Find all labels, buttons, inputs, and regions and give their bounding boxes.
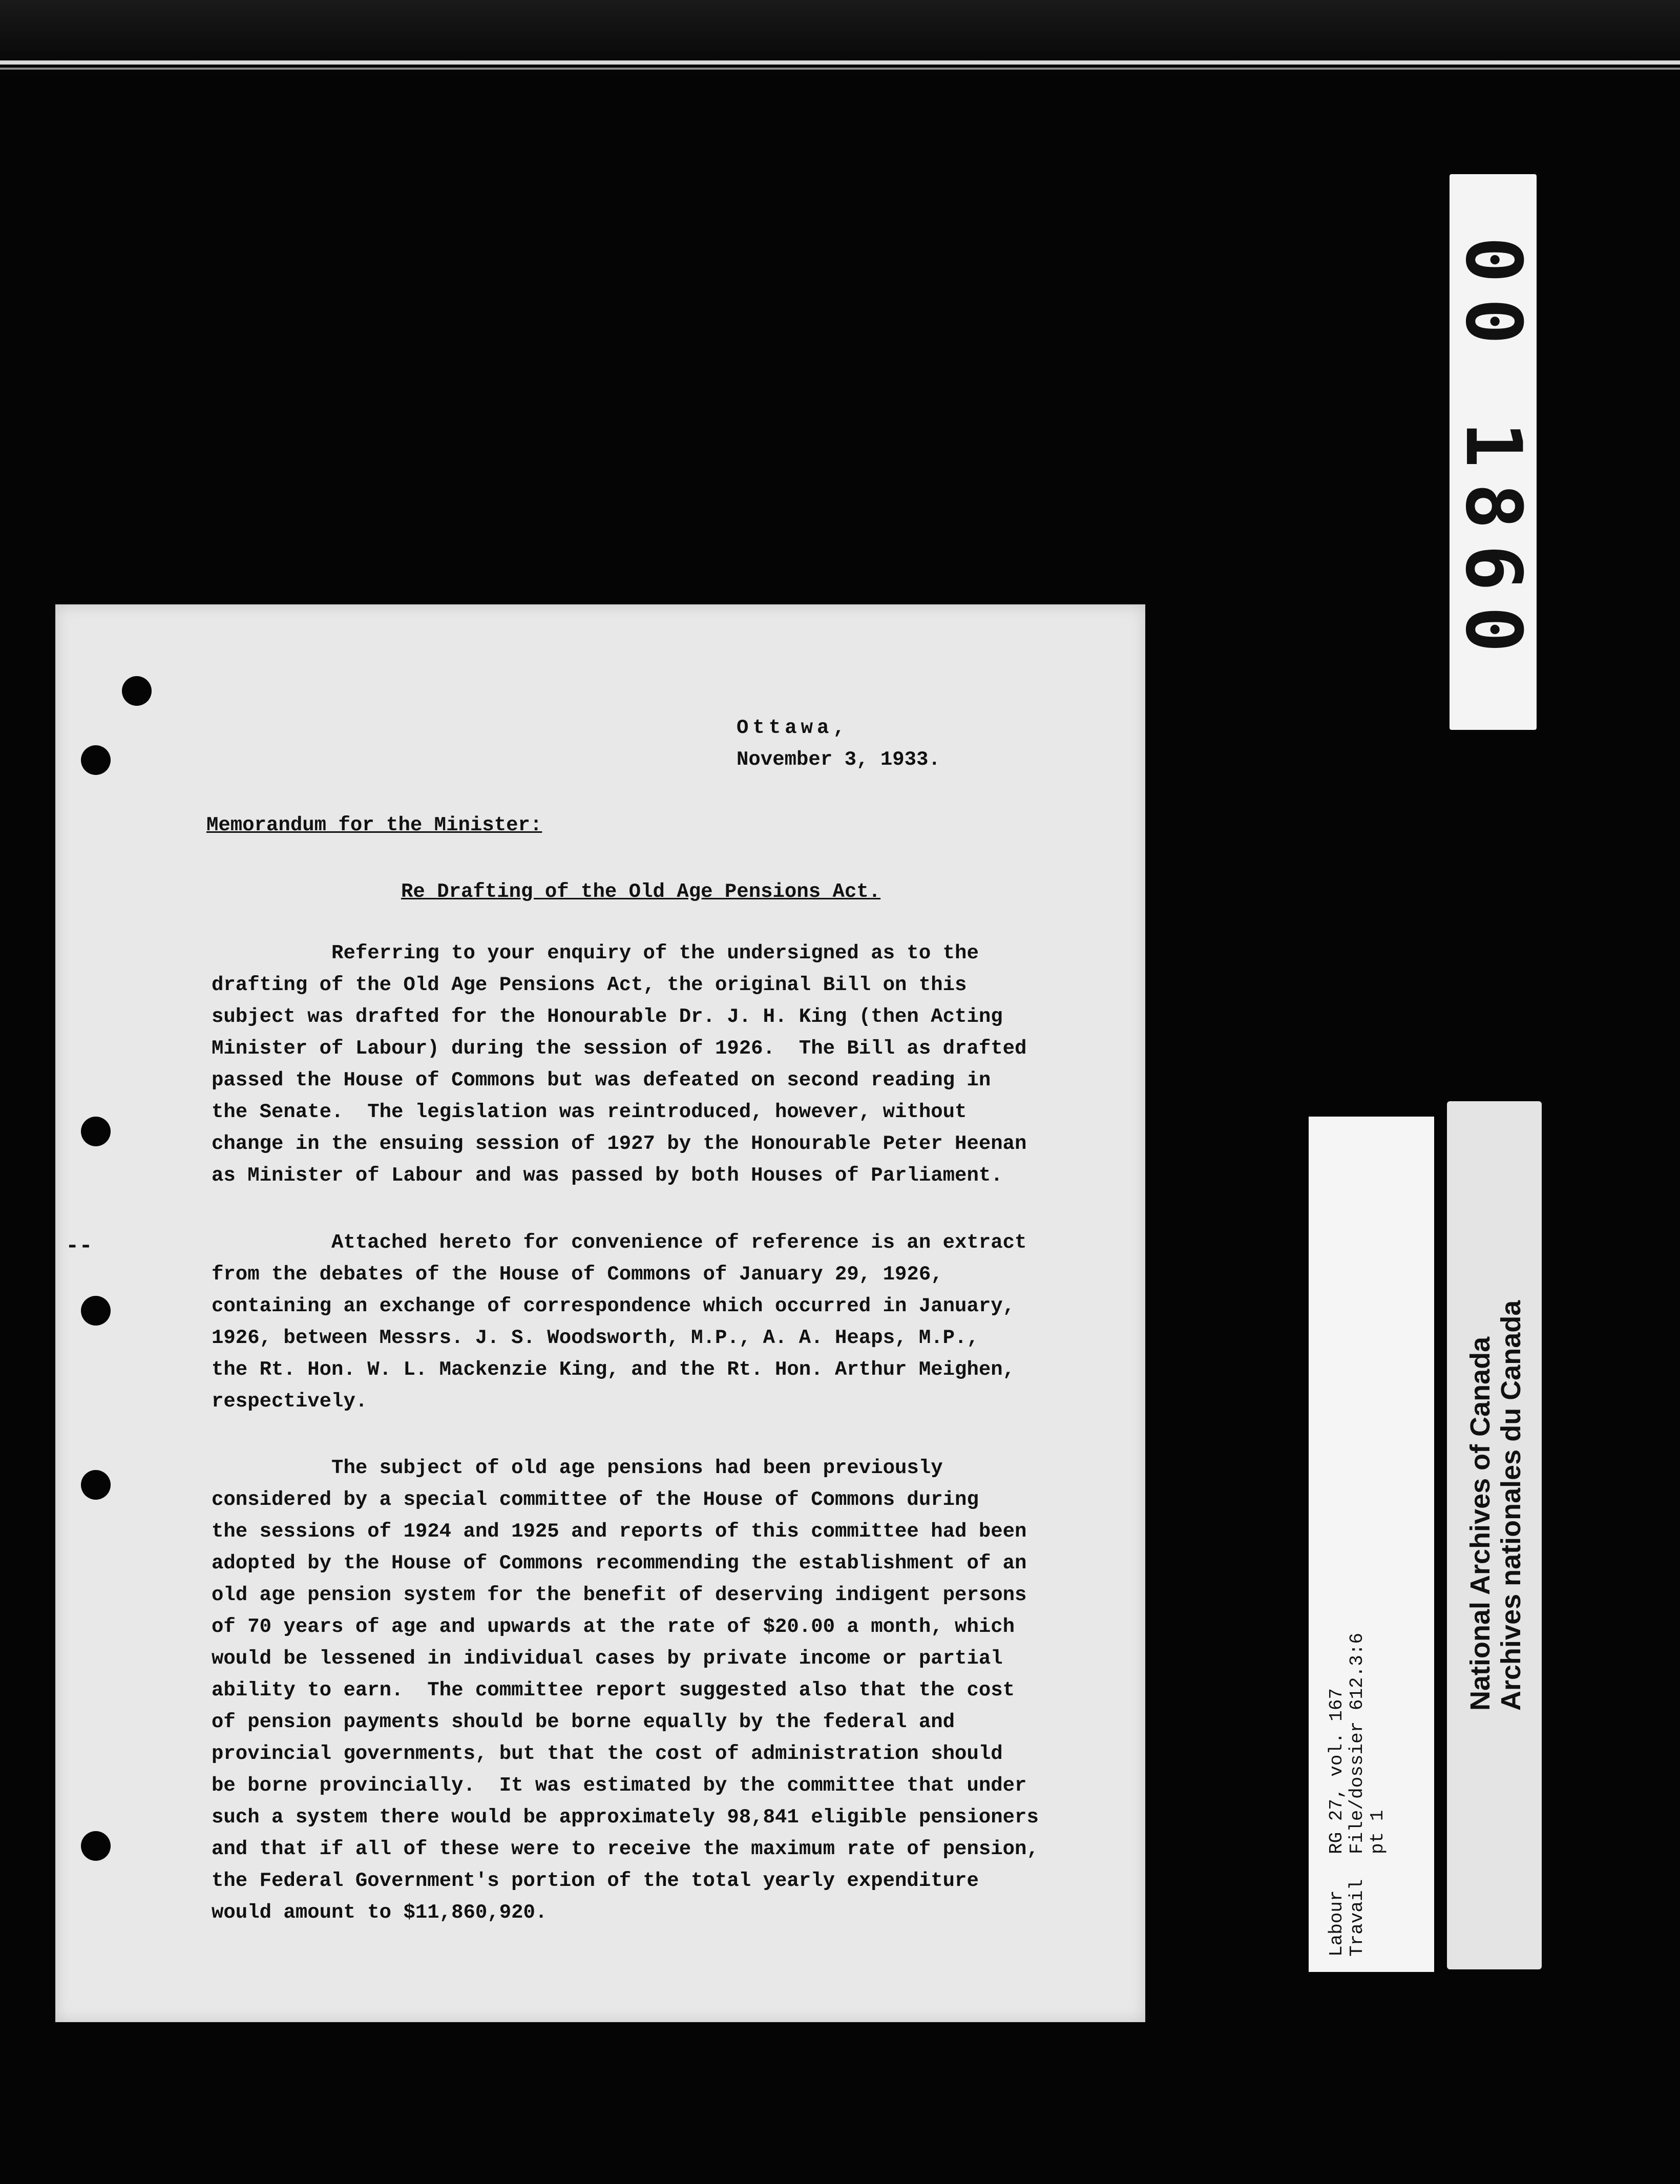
- document-body: [55, 604, 1145, 2022]
- memo-heading: Memorandum for the Minister:: [206, 814, 542, 836]
- letter-date: November 3, 1933.: [737, 748, 940, 771]
- frame-number-card: [1450, 174, 1537, 730]
- archives-label: National Archives of Canada Archives nationales du Canada: [1465, 1300, 1526, 1711]
- paragraph-2: Attached hereto for convenience of reference is an extract from the debates of the House of Commons of January 29, 1926, containing an exchange of correspondence which occurred in January, 1926, between Messrs. J. S. Woodsworth, M.P., A. A. Heaps, M.P., the Rt. Hon. W. L. Mackenzie King, and the Rt. Hon. Arthur Meighen, respectively.: [212, 1231, 1027, 1413]
- paragraph-1: Referring to your enquiry of the undersigned as to the drafting of the Old Age Pensions Act, the original Bill on this subject was drafted for the Honourable Dr. J. H. King (then Acting Minister of Labour) during the session of 1926. The Bill as drafted passed the House of Commons but was defeated on second reading in the Senate. The legislation was reintroduced, however, without change in the ensuing session of 1927 by the Honourable Peter Heenan as Minister of Labour and was passed by both Houses of Parliament.: [212, 942, 1027, 1187]
- paragraph-3: The subject of old age pensions had been previously considered by a special committee of the House of Commons during the sessions of 1924 and 1925 and reports of this committee had been adopted by the House of Commons recommending the establishment of an old age pension system for the benefit of deserving indigent persons of 70 years of age and upwards at the rate of $20.00 a month, which would be lessened in individual cases by private income or partial ability to earn. The committee report suggested also that the cost of pension payments should be borne equally by the federal and provincial governments, but that the cost of administration should be borne provincially. It was estimated by the committee that under such a system there would be approximately 98,841 eligible pensioners and that if all of these were to receive the maximum rate of pension, the Federal Government's portion of the total yearly expenditure would amount to $11,860,920.: [212, 1457, 1039, 1924]
- frame-number: 00 1860: [1448, 236, 1538, 668]
- file-reference-label: RG 27, vol. 167 File/dossier 612.3:6 pt 1: [1326, 1632, 1388, 1854]
- film-edge-line: [0, 60, 1680, 65]
- film-edge-line-secondary: [0, 68, 1680, 70]
- department-label: Labour Travail: [1326, 1879, 1368, 1957]
- memorandum-page: [55, 604, 1145, 2022]
- margin-mark: --: [66, 1233, 93, 1259]
- memo-subject: Re Drafting of the Old Age Pensions Act.: [401, 880, 881, 903]
- letter-place: Ottawa,: [737, 717, 849, 739]
